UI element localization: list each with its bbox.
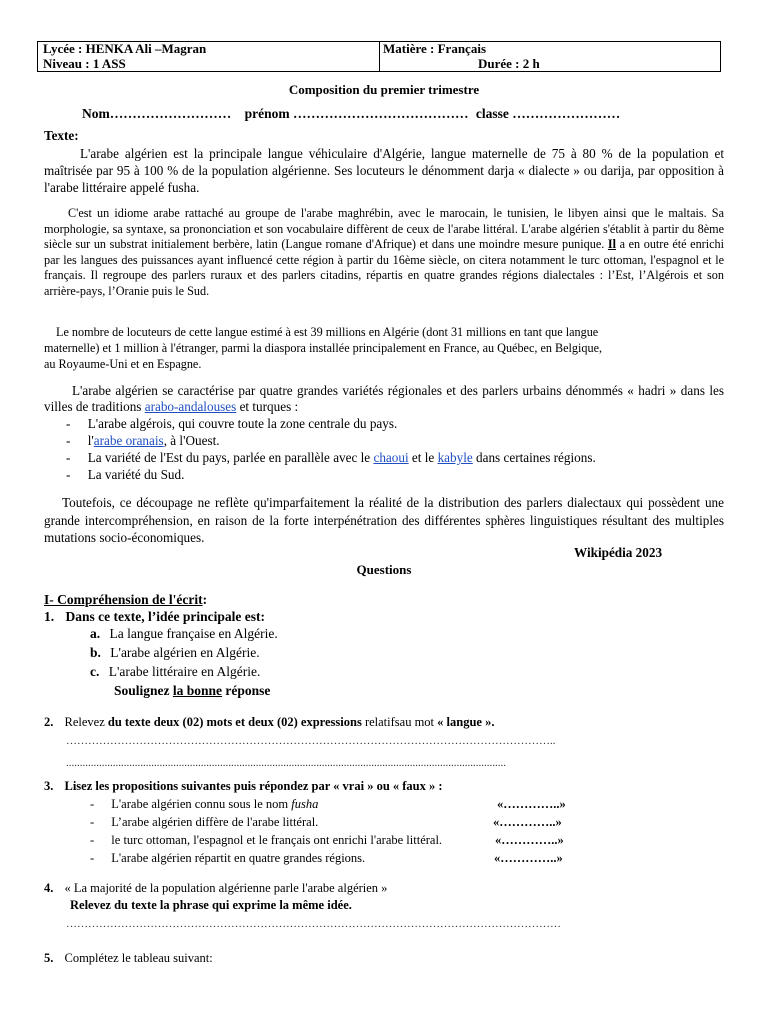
q3-item-3 xyxy=(90,833,442,848)
question-5-text: Complétez le tableau suivant: xyxy=(64,951,213,965)
bullet-dash: - xyxy=(66,433,71,448)
question-1-num: 1. xyxy=(44,609,55,624)
header-divider xyxy=(379,42,380,71)
answer-line-2[interactable]: ................................................................................................................................................................ xyxy=(66,757,506,769)
option-letter: c. xyxy=(90,664,100,679)
bullet-dash: - xyxy=(66,416,71,431)
question-1-text: Dans ce texte, l’idée principale est: xyxy=(65,609,265,624)
paragraph-2-part-a: C'est un idiome arabe rattaché au groupe de l'arabe maghrébin, avec le marocain, le tunisien, le libyen ainsi que le maltais. Sa morphologie, sa syntaxe, sa prononciation et son vocabulaire diffèrent de ceux de l'arabe littéral. L'arabe algérien s'établit à partir du 8ème siècle sur un substrat initialement berbère, latin (Langue romane d'Afrique) et dans une moindre mesure punique. xyxy=(44,206,724,252)
variety-3-post: dans certaines régions. xyxy=(476,450,596,465)
nom-field[interactable]: Nom……………………… xyxy=(82,106,232,121)
paragraph-2-il: Il xyxy=(607,237,617,252)
paragraph-5: Toutefois, ce découpage ne reflète qu'imparfaitement la réalité de la distribution des parlers dialectaux qui possèdent une grande intercompréhension, en raison de la forte interpénétration des différentes sphères linguistiques résultant des multiples mutations socio-économiques. xyxy=(44,495,724,545)
question-5-num: 5. xyxy=(44,951,54,965)
instruction-part-c: réponse xyxy=(225,683,271,698)
option-letter: b. xyxy=(90,645,101,660)
q3-item-text: L'arabe algérien connu sous le nom xyxy=(111,797,289,811)
q1-option-b[interactable] xyxy=(90,645,260,661)
question-4-instruction: Relevez du texte la phrase qui exprime la même idée. xyxy=(70,898,352,912)
variety-2-post: , à l'Ouest. xyxy=(163,433,220,448)
bullet-dash: - xyxy=(66,467,71,482)
paragraph-3-line-2: maternelle) et 1 million à l'étranger, parmi la diaspora installée principalement en France, au Québec, en Belgique, xyxy=(44,341,603,355)
student-line xyxy=(82,106,620,122)
paragraph-4-part-b: et turques : xyxy=(239,399,299,414)
paragraph-3-line-3: au Royaume-Uni et en Espagne. xyxy=(44,357,202,371)
q3-item-text: L’arabe algérien diffère de l'arabe littéral. xyxy=(111,815,319,829)
q3-item-italic: fusha xyxy=(291,797,319,811)
q3-item-text: le turc ottoman, l'espagnol et le français ont enrichi l'arabe littéral. xyxy=(111,833,443,847)
q1-option-a[interactable] xyxy=(90,626,278,642)
bullet-dash: - xyxy=(90,851,95,865)
duration: Durée : 2 h xyxy=(478,55,540,71)
q1-instruction xyxy=(114,683,270,699)
question-2-part-a: Relevez xyxy=(64,715,105,729)
question-2-part-b: du texte deux (02) mots et deux (02) expressions xyxy=(107,715,362,729)
q3-item-text: L'arabe algérien répartit en quatre grandes régions. xyxy=(111,851,366,865)
subject: Matière : Français xyxy=(383,41,486,56)
variety-4-text: La variété du Sud. xyxy=(87,467,185,482)
instruction-part-b: la bonne xyxy=(172,683,223,698)
option-text[interactable]: L'arabe littéraire en Algérie. xyxy=(108,664,261,679)
q3-answer-2[interactable]: «…………..» xyxy=(493,815,562,829)
instruction-part-a: Soulignez xyxy=(114,683,170,698)
paragraph-4 xyxy=(44,383,724,415)
bullet-dash: - xyxy=(90,833,95,847)
arabo-andalouses-link[interactable]: arabo-andalouses xyxy=(144,399,237,414)
bullet-dash: - xyxy=(90,797,95,811)
variety-1-text: L'arabe algérois, qui couvre toute la zone centrale du pays. xyxy=(87,416,398,431)
variety-3-pre: La variété de l'Est du pays, parlée en parallèle avec le xyxy=(87,450,371,465)
q3-item-2 xyxy=(90,815,318,830)
source: Wikipédia 2023 xyxy=(574,545,663,560)
paragraph-1: L'arabe algérien est la principale langue véhiculaire d'Algérie, langue maternelle de 75 à 80 % de la population et maîtrisée par 95 à 100 % de la population algérienne. Ses locuteurs le dénomment darja « dialecte » ou darija, par opposition à l'arabe littéraire appelé fusha. xyxy=(44,146,724,195)
section-1-colon: : xyxy=(202,592,208,607)
question-3-num: 3. xyxy=(44,779,54,793)
variety-2 xyxy=(66,433,220,449)
option-text[interactable]: L'arabe algérien en Algérie. xyxy=(110,645,260,660)
chaoui-link[interactable]: chaoui xyxy=(373,450,409,465)
section-1-heading xyxy=(44,592,207,608)
paragraph-2-part-b: a en outre été enrichi par les langues des puissances ayant influencé cette région à partir du 16ème siècle, on citera notamment le turc ottoman, l'espagnol et le français. Il regroupe des parlers ruraux et des parlers citadins, répartis en quatre grandes régions dialectales : l’Est, l’Algérois et son arrière-pays, l’Oranie puis le Sud. xyxy=(44,237,724,298)
answer-line-1[interactable]: …………………………………………………………………………………………………………………….. xyxy=(66,735,556,747)
header-left xyxy=(43,42,378,71)
q3-answer-3[interactable]: «…………..» xyxy=(495,833,564,847)
bullet-dash: - xyxy=(90,815,95,829)
variety-2-pre: l' xyxy=(87,433,94,448)
option-text[interactable]: La langue française en Algérie. xyxy=(109,626,278,641)
header-right xyxy=(383,42,713,71)
variety-4 xyxy=(66,467,184,483)
classe-field[interactable]: classe …………………… xyxy=(475,106,621,121)
paragraph-2 xyxy=(44,206,724,300)
answer-line-3[interactable]: ……………………………………………………………………………………………………………………… xyxy=(66,918,561,930)
question-2-num: 2. xyxy=(44,715,54,729)
school-name: Lycée : HENKA Ali –Magran xyxy=(43,41,207,56)
question-2 xyxy=(44,715,494,730)
paragraph-3-line-1: Le nombre de locuteurs de cette langue estimé à est 39 millions en Algérie (dont 31 millions en tant que langue xyxy=(56,325,599,339)
q1-option-c[interactable] xyxy=(90,664,260,680)
question-3 xyxy=(44,779,443,794)
question-4 xyxy=(44,881,387,896)
question-1 xyxy=(44,609,265,625)
question-2-part-d: « langue ». xyxy=(437,715,495,729)
question-4-num: 4. xyxy=(44,881,54,895)
class-level: Niveau : 1 ASS xyxy=(43,55,126,71)
option-letter: a. xyxy=(90,626,101,641)
question-2-part-c: relatifsau mot xyxy=(364,715,435,729)
section-1-title: I- Compréhension de l'écrit xyxy=(44,592,203,607)
q3-answer-1[interactable]: «…………..» xyxy=(497,797,566,811)
question-3-text: Lisez les propositions suivantes puis répondez par « vrai » ou « faux » : xyxy=(64,779,443,793)
exam-title: Composition du premier trimestre xyxy=(288,82,480,97)
questions-title: Questions xyxy=(356,562,412,577)
question-5 xyxy=(44,951,213,966)
kabyle-link[interactable]: kabyle xyxy=(437,450,473,465)
q3-item-4 xyxy=(90,851,365,866)
header-box xyxy=(37,41,721,72)
variety-1 xyxy=(66,416,397,432)
question-4-quote: « La majorité de la population algérienne parle l'arabe algérien » xyxy=(64,881,388,895)
variety-3-mid: et le xyxy=(411,450,435,465)
variety-3 xyxy=(66,450,596,466)
q3-answer-4[interactable]: «…………..» xyxy=(494,851,563,865)
q3-item-1 xyxy=(90,797,318,812)
paragraph-4-part-a: L'arabe algérien se caractérise par quatre grandes variétés régionales et des parlers urbains dénommés « hadri » dans les villes de traditions xyxy=(44,383,724,414)
text-label: Texte: xyxy=(44,128,79,143)
arabe-oranais-link[interactable]: arabe oranais xyxy=(93,433,164,448)
prenom-field[interactable]: prénom ………………………………… xyxy=(244,106,469,121)
bullet-dash: - xyxy=(66,450,71,465)
